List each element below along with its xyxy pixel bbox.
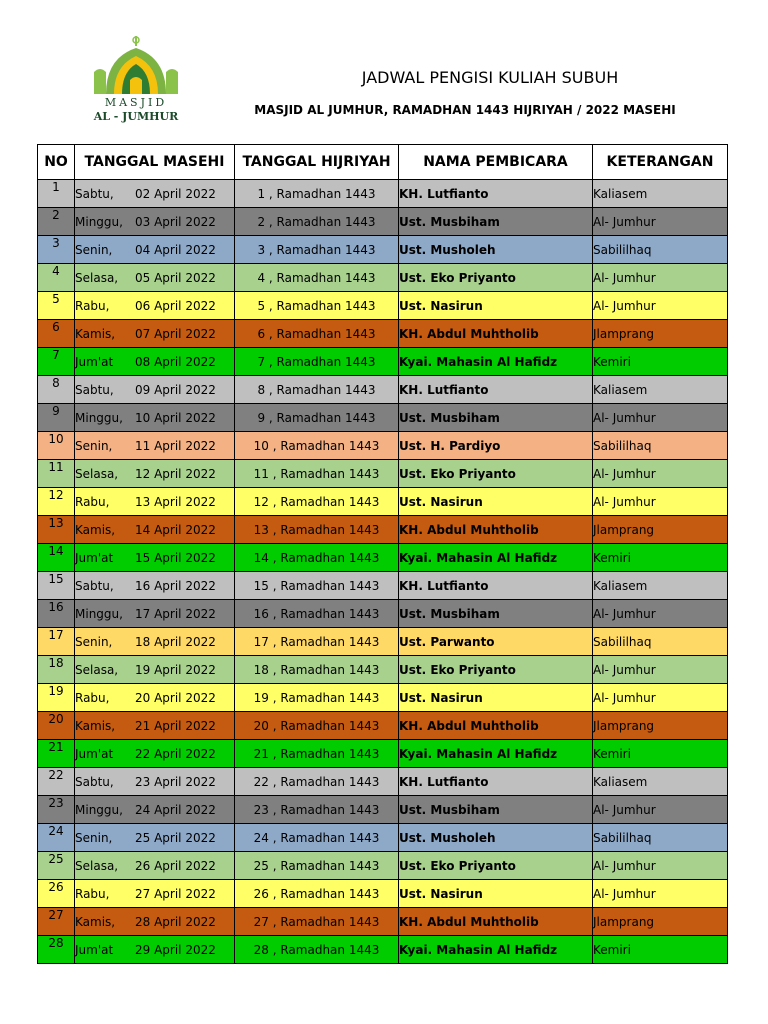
row-number: 9 xyxy=(38,404,75,432)
table-row xyxy=(38,880,728,908)
keterangan-cell: Al- Jumhur xyxy=(593,796,728,824)
tanggal-hijriyah-cell: 3 , Ramadhan 1443 xyxy=(235,236,399,264)
tanggal-masehi-cell xyxy=(75,600,235,628)
table-row xyxy=(38,460,728,488)
gregorian-date: 28 April 2022 xyxy=(135,914,216,929)
tanggal-masehi-cell xyxy=(75,936,235,964)
gregorian-date: 09 April 2022 xyxy=(135,382,216,397)
gregorian-date: 15 April 2022 xyxy=(135,550,216,565)
tanggal-hijriyah-cell: 5 , Ramadhan 1443 xyxy=(235,292,399,320)
day-name: Sabtu, xyxy=(75,186,114,201)
keterangan-cell: Kaliasem xyxy=(593,180,728,208)
tanggal-hijriyah-cell: 4 , Ramadhan 1443 xyxy=(235,264,399,292)
speaker-name-cell: Kyai. Mahasin Al Hafidz xyxy=(399,740,593,768)
day-name: Minggu, xyxy=(75,802,123,817)
day-name: Rabu, xyxy=(75,494,110,509)
table-row xyxy=(38,684,728,712)
day-name: Senin, xyxy=(75,438,113,453)
gregorian-date: 13 April 2022 xyxy=(135,494,216,509)
table-row xyxy=(38,628,728,656)
keterangan-cell: Sabililhaq xyxy=(593,432,728,460)
keterangan-cell: Al- Jumhur xyxy=(593,292,728,320)
table-row xyxy=(38,376,728,404)
speaker-name-cell: KH. Lutfianto xyxy=(399,768,593,796)
gregorian-date: 21 April 2022 xyxy=(135,718,216,733)
day-name: Rabu, xyxy=(75,298,110,313)
keterangan-cell: Jlamprang xyxy=(593,712,728,740)
table-row xyxy=(38,796,728,824)
gregorian-date: 07 April 2022 xyxy=(135,326,216,341)
table-row xyxy=(38,908,728,936)
tanggal-hijriyah-cell: 7 , Ramadhan 1443 xyxy=(235,348,399,376)
speaker-name-cell: Ust. Nasirun xyxy=(399,880,593,908)
tanggal-hijriyah-cell: 11 , Ramadhan 1443 xyxy=(235,460,399,488)
tanggal-hijriyah-cell: 6 , Ramadhan 1443 xyxy=(235,320,399,348)
table-row xyxy=(38,320,728,348)
keterangan-cell: Sabililhaq xyxy=(593,824,728,852)
tanggal-hijriyah-cell: 20 , Ramadhan 1443 xyxy=(235,712,399,740)
speaker-name-cell: Ust. Nasirun xyxy=(399,684,593,712)
tanggal-hijriyah-cell: 21 , Ramadhan 1443 xyxy=(235,740,399,768)
gregorian-date: 04 April 2022 xyxy=(135,242,216,257)
row-number: 19 xyxy=(38,684,75,712)
tanggal-hijriyah-cell: 16 , Ramadhan 1443 xyxy=(235,600,399,628)
day-name: Kamis, xyxy=(75,522,116,537)
gregorian-date: 06 April 2022 xyxy=(135,298,216,313)
day-name: Selasa, xyxy=(75,662,119,677)
speaker-name-cell: KH. Abdul Muhtholib xyxy=(399,516,593,544)
day-name: Jum'at xyxy=(75,354,114,369)
row-number: 4 xyxy=(38,264,75,292)
tanggal-masehi-cell xyxy=(75,516,235,544)
keterangan-cell: Kaliasem xyxy=(593,376,728,404)
tanggal-hijriyah-cell: 15 , Ramadhan 1443 xyxy=(235,572,399,600)
gregorian-date: 19 April 2022 xyxy=(135,662,216,677)
gregorian-date: 03 April 2022 xyxy=(135,214,216,229)
logo-text-name: AL - JUMHUR xyxy=(93,110,179,123)
day-name: Minggu, xyxy=(75,606,123,621)
tanggal-masehi-cell xyxy=(75,208,235,236)
table-row xyxy=(38,432,728,460)
tanggal-masehi-cell xyxy=(75,628,235,656)
tanggal-masehi-cell xyxy=(75,264,235,292)
tanggal-masehi-cell xyxy=(75,852,235,880)
tanggal-masehi-cell xyxy=(75,348,235,376)
table-row xyxy=(38,488,728,516)
tanggal-hijriyah-cell: 24 , Ramadhan 1443 xyxy=(235,824,399,852)
tanggal-hijriyah-cell: 12 , Ramadhan 1443 xyxy=(235,488,399,516)
tanggal-hijriyah-cell: 23 , Ramadhan 1443 xyxy=(235,796,399,824)
table-row xyxy=(38,264,728,292)
speaker-name-cell: Kyai. Mahasin Al Hafidz xyxy=(399,936,593,964)
day-name: Selasa, xyxy=(75,858,119,873)
column-header-nama-pembicara: NAMA PEMBICARA xyxy=(399,145,593,180)
row-number: 27 xyxy=(38,908,75,936)
gregorian-date: 08 April 2022 xyxy=(135,354,216,369)
table-row xyxy=(38,180,728,208)
speaker-name-cell: Ust. Parwanto xyxy=(399,628,593,656)
table-row xyxy=(38,852,728,880)
mosque-dome-icon xyxy=(86,36,186,98)
keterangan-cell: Jlamprang xyxy=(593,516,728,544)
tanggal-masehi-cell xyxy=(75,488,235,516)
day-name: Kamis, xyxy=(75,326,116,341)
gregorian-date: 20 April 2022 xyxy=(135,690,216,705)
table-row xyxy=(38,404,728,432)
tanggal-hijriyah-cell: 14 , Ramadhan 1443 xyxy=(235,544,399,572)
row-number: 7 xyxy=(38,348,75,376)
tanggal-masehi-cell xyxy=(75,180,235,208)
keterangan-cell: Al- Jumhur xyxy=(593,656,728,684)
tanggal-masehi-cell xyxy=(75,656,235,684)
keterangan-cell: Al- Jumhur xyxy=(593,404,728,432)
tanggal-hijriyah-cell: 28 , Ramadhan 1443 xyxy=(235,936,399,964)
speaker-name-cell: Ust. Eko Priyanto xyxy=(399,656,593,684)
keterangan-cell: Al- Jumhur xyxy=(593,488,728,516)
keterangan-cell: Kemiri xyxy=(593,740,728,768)
table-row xyxy=(38,572,728,600)
table-row xyxy=(38,348,728,376)
tanggal-hijriyah-cell: 26 , Ramadhan 1443 xyxy=(235,880,399,908)
gregorian-date: 26 April 2022 xyxy=(135,858,216,873)
day-name: Sabtu, xyxy=(75,774,114,789)
document-subtitle: MASJID AL JUMHUR, RAMADHAN 1443 HIJRIYAH / 2022 MASEHI xyxy=(254,103,676,117)
keterangan-cell: Al- Jumhur xyxy=(593,600,728,628)
tanggal-hijriyah-cell: 2 , Ramadhan 1443 xyxy=(235,208,399,236)
table-row xyxy=(38,768,728,796)
row-number: 28 xyxy=(38,936,75,964)
keterangan-cell: Kaliasem xyxy=(593,768,728,796)
row-number: 23 xyxy=(38,796,75,824)
row-number: 13 xyxy=(38,516,75,544)
row-number: 8 xyxy=(38,376,75,404)
keterangan-cell: Kemiri xyxy=(593,936,728,964)
gregorian-date: 12 April 2022 xyxy=(135,466,216,481)
day-name: Sabtu, xyxy=(75,578,114,593)
tanggal-hijriyah-cell: 9 , Ramadhan 1443 xyxy=(235,404,399,432)
row-number: 16 xyxy=(38,600,75,628)
table-row xyxy=(38,292,728,320)
tanggal-masehi-cell xyxy=(75,432,235,460)
table-row xyxy=(38,656,728,684)
day-name: Senin, xyxy=(75,242,113,257)
row-number: 25 xyxy=(38,852,75,880)
keterangan-cell: Jlamprang xyxy=(593,320,728,348)
speaker-name-cell: KH. Lutfianto xyxy=(399,180,593,208)
table-row xyxy=(38,936,728,964)
row-number: 20 xyxy=(38,712,75,740)
table-row xyxy=(38,516,728,544)
keterangan-cell: Al- Jumhur xyxy=(593,208,728,236)
tanggal-masehi-cell xyxy=(75,292,235,320)
row-number: 24 xyxy=(38,824,75,852)
gregorian-date: 17 April 2022 xyxy=(135,606,216,621)
day-name: Jum'at xyxy=(75,746,114,761)
speaker-name-cell: KH. Lutfianto xyxy=(399,376,593,404)
column-header-tanggal-hijriyah: TANGGAL HIJRIYAH xyxy=(235,145,399,180)
speaker-name-cell: Ust. Nasirun xyxy=(399,292,593,320)
table-row xyxy=(38,208,728,236)
table-row xyxy=(38,740,728,768)
gregorian-date: 16 April 2022 xyxy=(135,578,216,593)
day-name: Rabu, xyxy=(75,886,110,901)
tanggal-masehi-cell xyxy=(75,796,235,824)
tanggal-masehi-cell xyxy=(75,880,235,908)
day-name: Selasa, xyxy=(75,270,119,285)
day-name: Jum'at xyxy=(75,942,114,957)
row-number: 6 xyxy=(38,320,75,348)
tanggal-masehi-cell xyxy=(75,320,235,348)
day-name: Sabtu, xyxy=(75,382,114,397)
row-number: 10 xyxy=(38,432,75,460)
gregorian-date: 24 April 2022 xyxy=(135,802,216,817)
tanggal-masehi-cell xyxy=(75,684,235,712)
row-number: 18 xyxy=(38,656,75,684)
tanggal-masehi-cell xyxy=(75,824,235,852)
tanggal-hijriyah-cell: 8 , Ramadhan 1443 xyxy=(235,376,399,404)
tanggal-hijriyah-cell: 27 , Ramadhan 1443 xyxy=(235,908,399,936)
keterangan-cell: Kemiri xyxy=(593,544,728,572)
gregorian-date: 14 April 2022 xyxy=(135,522,216,537)
row-number: 21 xyxy=(38,740,75,768)
keterangan-cell: Al- Jumhur xyxy=(593,880,728,908)
column-header-keterangan: KETERANGAN xyxy=(593,145,728,180)
day-name: Minggu, xyxy=(75,410,123,425)
tanggal-hijriyah-cell: 22 , Ramadhan 1443 xyxy=(235,768,399,796)
document-title: JADWAL PENGISI KULIAH SUBUH xyxy=(361,68,619,87)
speaker-name-cell: Ust. Eko Priyanto xyxy=(399,264,593,292)
gregorian-date: 18 April 2022 xyxy=(135,634,216,649)
row-number: 2 xyxy=(38,208,75,236)
tanggal-hijriyah-cell: 13 , Ramadhan 1443 xyxy=(235,516,399,544)
row-number: 5 xyxy=(38,292,75,320)
tanggal-hijriyah-cell: 17 , Ramadhan 1443 xyxy=(235,628,399,656)
table-row xyxy=(38,600,728,628)
speaker-name-cell: Ust. Eko Priyanto xyxy=(399,852,593,880)
column-header-tanggal-masehi: TANGGAL MASEHI xyxy=(75,145,235,180)
speaker-name-cell: KH. Abdul Muhtholib xyxy=(399,320,593,348)
row-number: 1 xyxy=(38,180,75,208)
speaker-name-cell: Ust. Musholeh xyxy=(399,824,593,852)
tanggal-hijriyah-cell: 1 , Ramadhan 1443 xyxy=(235,180,399,208)
row-number: 17 xyxy=(38,628,75,656)
speaker-name-cell: Ust. Musbiham xyxy=(399,796,593,824)
tanggal-masehi-cell xyxy=(75,908,235,936)
keterangan-cell: Al- Jumhur xyxy=(593,264,728,292)
keterangan-cell: Al- Jumhur xyxy=(593,684,728,712)
gregorian-date: 05 April 2022 xyxy=(135,270,216,285)
speaker-name-cell: KH. Abdul Muhtholib xyxy=(399,908,593,936)
row-number: 14 xyxy=(38,544,75,572)
day-name: Minggu, xyxy=(75,214,123,229)
tanggal-hijriyah-cell: 25 , Ramadhan 1443 xyxy=(235,852,399,880)
tanggal-masehi-cell xyxy=(75,236,235,264)
keterangan-cell: Sabililhaq xyxy=(593,236,728,264)
row-number: 3 xyxy=(38,236,75,264)
gregorian-date: 02 April 2022 xyxy=(135,186,216,201)
gregorian-date: 23 April 2022 xyxy=(135,774,216,789)
tanggal-hijriyah-cell: 19 , Ramadhan 1443 xyxy=(235,684,399,712)
logo-text-masjid: MASJID xyxy=(104,96,168,109)
schedule-table xyxy=(37,144,728,964)
tanggal-masehi-cell xyxy=(75,712,235,740)
day-name: Selasa, xyxy=(75,466,119,481)
day-name: Jum'at xyxy=(75,550,114,565)
day-name: Senin, xyxy=(75,634,113,649)
gregorian-date: 29 April 2022 xyxy=(135,942,216,957)
row-number: 26 xyxy=(38,880,75,908)
column-header-no: NO xyxy=(38,145,75,180)
tanggal-masehi-cell xyxy=(75,376,235,404)
day-name: Kamis, xyxy=(75,914,116,929)
gregorian-date: 10 April 2022 xyxy=(135,410,216,425)
tanggal-masehi-cell xyxy=(75,740,235,768)
speaker-name-cell: KH. Lutfianto xyxy=(399,572,593,600)
masjid-logo xyxy=(86,36,186,128)
speaker-name-cell: KH. Abdul Muhtholib xyxy=(399,712,593,740)
speaker-name-cell: Ust. H. Pardiyo xyxy=(399,432,593,460)
gregorian-date: 22 April 2022 xyxy=(135,746,216,761)
row-number: 15 xyxy=(38,572,75,600)
keterangan-cell: Sabililhaq xyxy=(593,628,728,656)
keterangan-cell: Jlamprang xyxy=(593,908,728,936)
table-row xyxy=(38,712,728,740)
tanggal-hijriyah-cell: 10 , Ramadhan 1443 xyxy=(235,432,399,460)
row-number: 11 xyxy=(38,460,75,488)
speaker-name-cell: Ust. Nasirun xyxy=(399,488,593,516)
speaker-name-cell: Ust. Musholeh xyxy=(399,236,593,264)
speaker-name-cell: Ust. Musbiham xyxy=(399,208,593,236)
table-header-row xyxy=(38,145,728,180)
tanggal-masehi-cell xyxy=(75,460,235,488)
tanggal-masehi-cell xyxy=(75,768,235,796)
gregorian-date: 11 April 2022 xyxy=(135,438,216,453)
keterangan-cell: Al- Jumhur xyxy=(593,460,728,488)
row-number: 22 xyxy=(38,768,75,796)
table-row xyxy=(38,544,728,572)
keterangan-cell: Al- Jumhur xyxy=(593,852,728,880)
speaker-name-cell: Kyai. Mahasin Al Hafidz xyxy=(399,544,593,572)
keterangan-cell: Kemiri xyxy=(593,348,728,376)
tanggal-masehi-cell xyxy=(75,544,235,572)
day-name: Kamis, xyxy=(75,718,116,733)
row-number: 12 xyxy=(38,488,75,516)
speaker-name-cell: Ust. Eko Priyanto xyxy=(399,460,593,488)
day-name: Senin, xyxy=(75,830,113,845)
speaker-name-cell: Ust. Musbiham xyxy=(399,600,593,628)
keterangan-cell: Kaliasem xyxy=(593,572,728,600)
day-name: Rabu, xyxy=(75,690,110,705)
gregorian-date: 25 April 2022 xyxy=(135,830,216,845)
gregorian-date: 27 April 2022 xyxy=(135,886,216,901)
table-row xyxy=(38,236,728,264)
table-row xyxy=(38,824,728,852)
tanggal-hijriyah-cell: 18 , Ramadhan 1443 xyxy=(235,656,399,684)
tanggal-masehi-cell xyxy=(75,572,235,600)
tanggal-masehi-cell xyxy=(75,404,235,432)
speaker-name-cell: Ust. Musbiham xyxy=(399,404,593,432)
speaker-name-cell: Kyai. Mahasin Al Hafidz xyxy=(399,348,593,376)
